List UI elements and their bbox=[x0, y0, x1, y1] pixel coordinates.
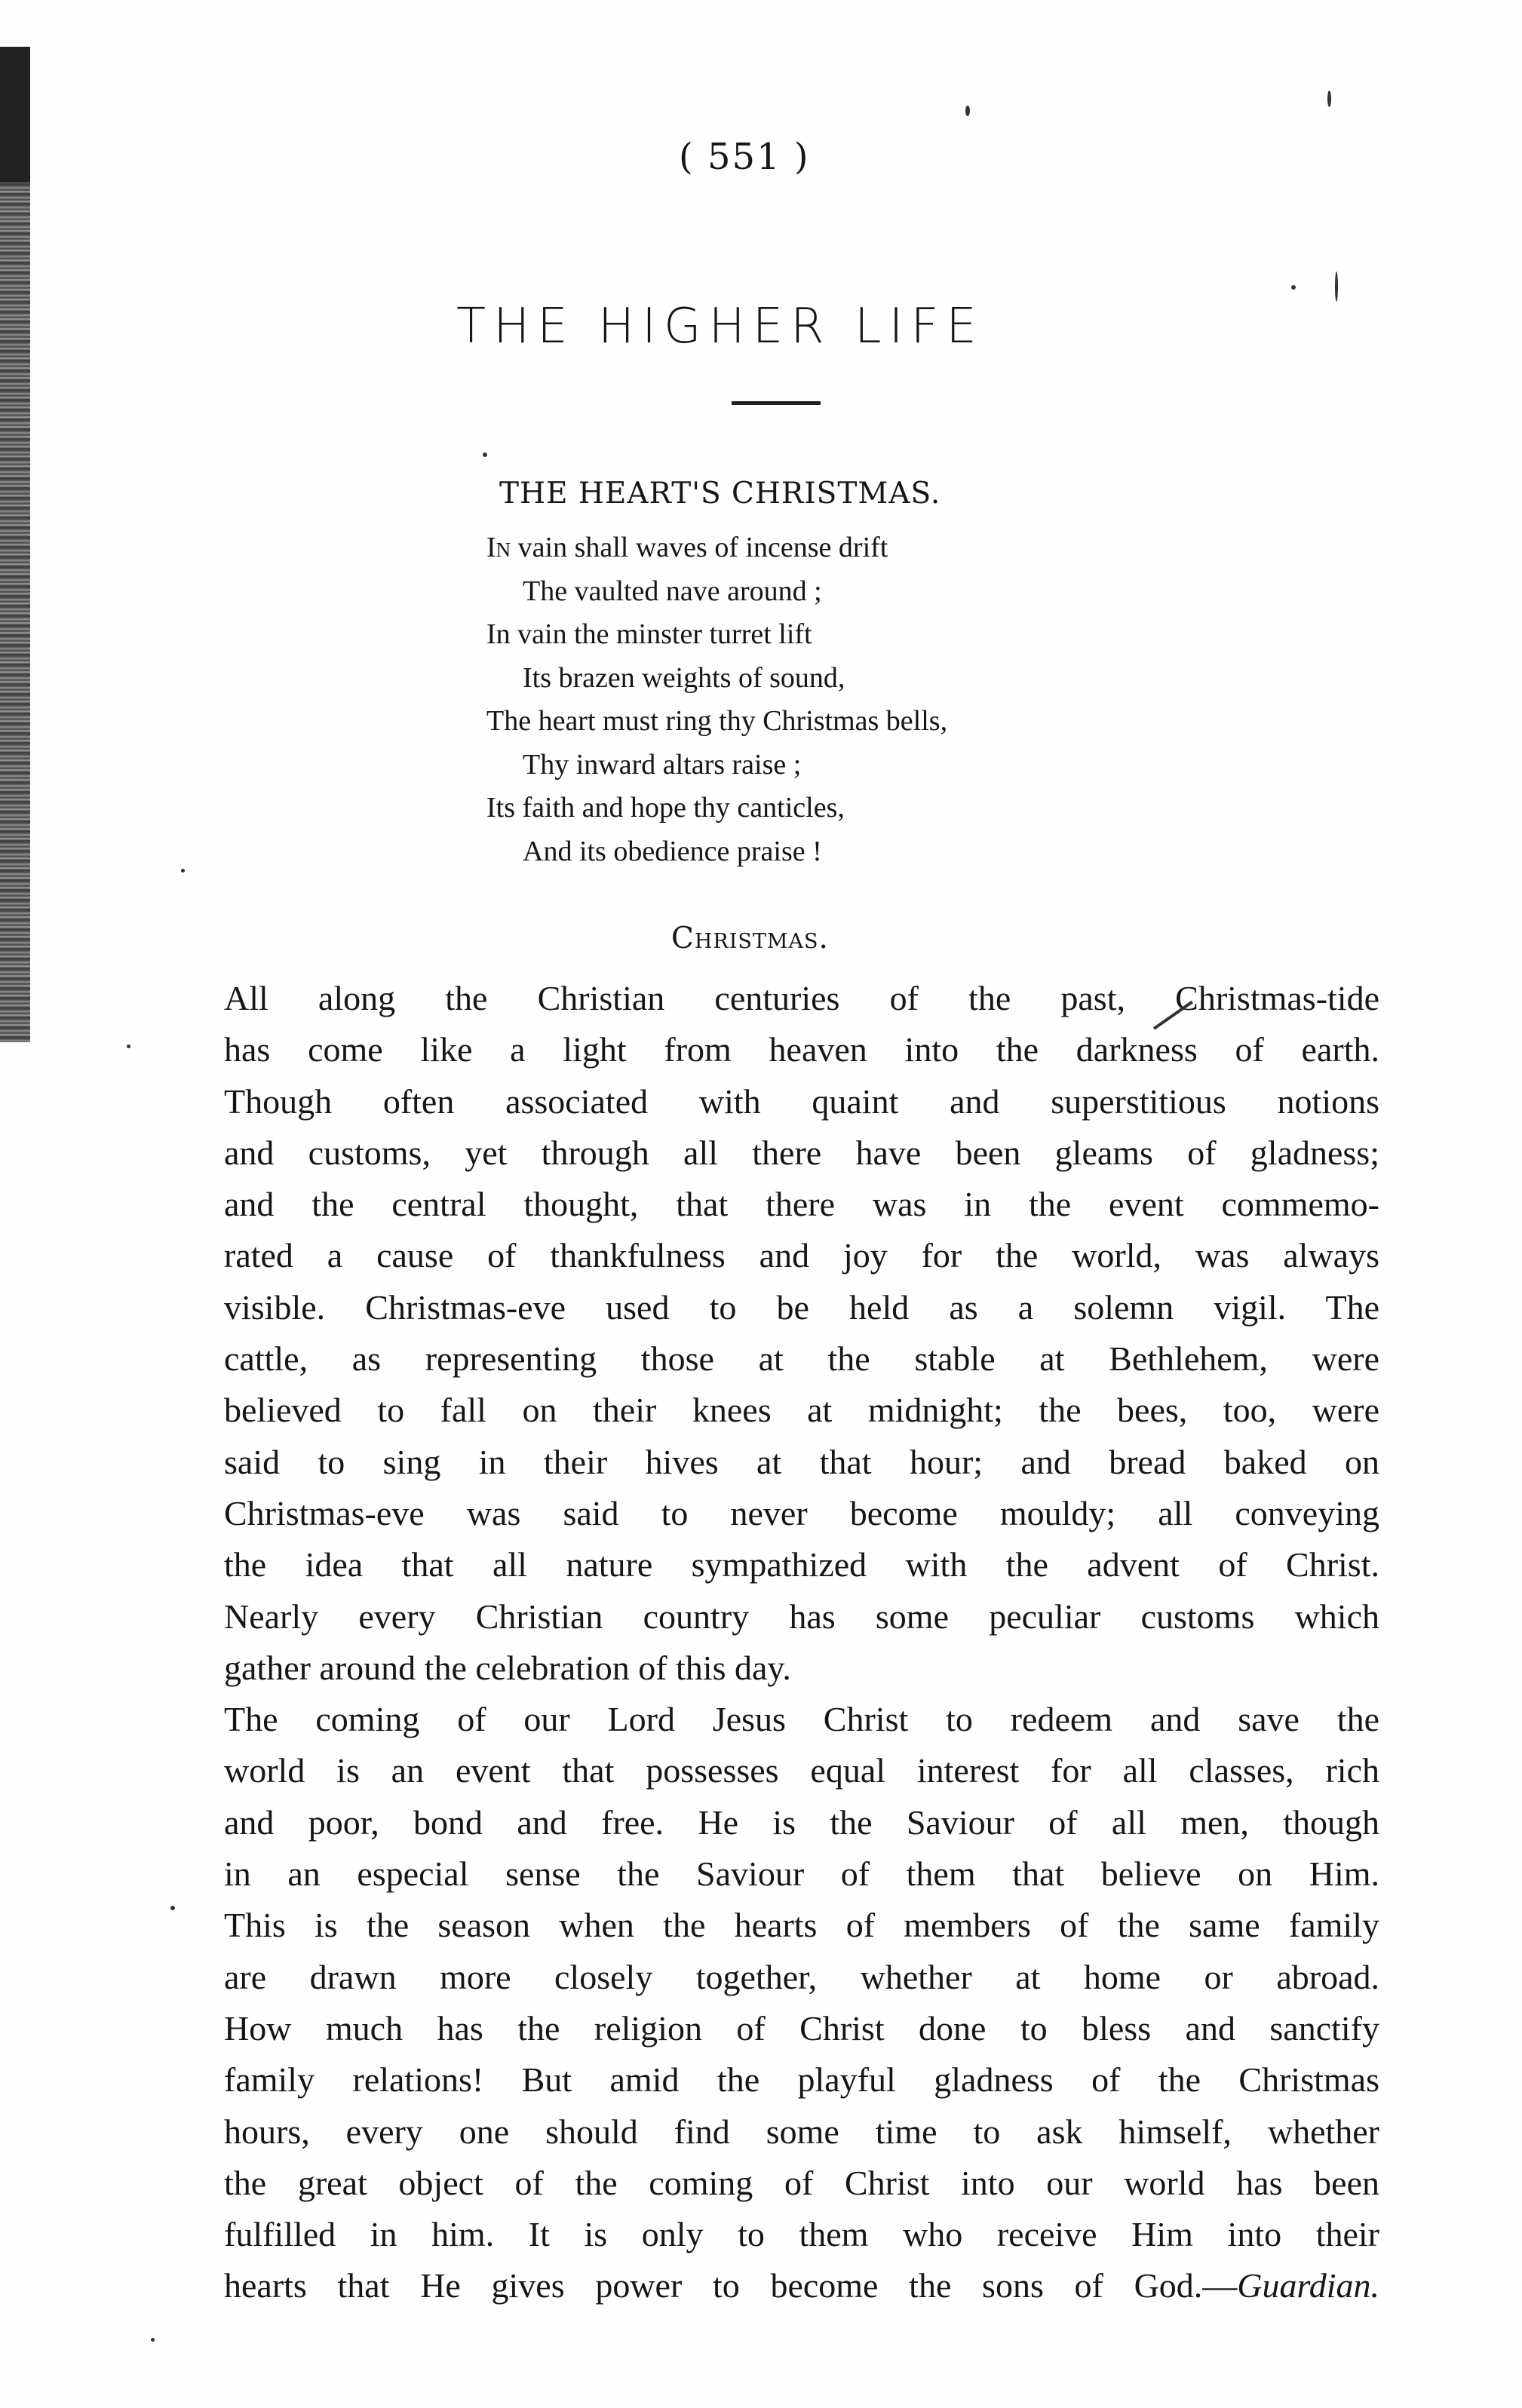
poem-line: Thy inward altars raise ; bbox=[523, 748, 802, 781]
text-line: fulfilled in him. It is only to them who receive Him into their bbox=[224, 2215, 1379, 2254]
text-line: rated a cause of thankfulness and joy for the world, was always bbox=[224, 1236, 1379, 1275]
page-number: ( 551 ) bbox=[679, 136, 810, 178]
text-line: has come like a light from heaven into the darkness of earth. bbox=[224, 1030, 1379, 1069]
text-line: The coming of our Lord Jesus Christ to redeem and save the bbox=[224, 1700, 1379, 1739]
poem-first-word: In bbox=[486, 532, 511, 563]
text-line: and the central thought, that there was in the event commemo- bbox=[224, 1185, 1379, 1224]
text-line: All along the Christian centuries of the past, Christmas-tide bbox=[224, 979, 1379, 1017]
text-line: Though often associated with quaint and superstitious notions bbox=[224, 1081, 1379, 1121]
text-line: are drawn more closely together, whether at home or abroad. bbox=[224, 1957, 1379, 1996]
text-line: the great object of the coming of Christ into our world has been bbox=[224, 2163, 1379, 2202]
poem bbox=[486, 526, 947, 873]
poem-line: In vain the minster turret lift bbox=[486, 618, 812, 650]
ink-speck bbox=[127, 1044, 130, 1048]
text-line: Christmas-eve was said to never become mouldy; all conveying bbox=[224, 1493, 1379, 1532]
text-line: said to sing in their hives at that hour; and bread baked on bbox=[224, 1442, 1379, 1481]
text-line: visible. Christmas-eve used to be held as a solemn vigil. The bbox=[224, 1287, 1379, 1327]
ink-speck bbox=[1291, 285, 1296, 290]
section-title: THE HIGHER LIFE bbox=[456, 299, 984, 354]
text-line bbox=[182, 2260, 1379, 2311]
paragraph-1 bbox=[182, 973, 1379, 1694]
poem-title: THE HEART'S CHRISTMAS. bbox=[499, 477, 941, 511]
last-line-text: hearts that He gives power to become the sons of God.— bbox=[224, 2266, 1238, 2305]
text-line: and poor, bond and free. He is the Saviour of all men, though bbox=[224, 1802, 1379, 1842]
text-line: How much has the religion of Christ done to bless and sanctify bbox=[224, 2008, 1379, 2048]
title-rule bbox=[732, 401, 821, 405]
poem-line: The vaulted nave around ; bbox=[523, 575, 822, 607]
ink-speck bbox=[1327, 90, 1331, 107]
article-heading: Christmas. bbox=[671, 922, 829, 956]
binding-edge bbox=[0, 47, 30, 1042]
poem-line: Its brazen weights of sound, bbox=[523, 661, 845, 694]
ink-speck bbox=[483, 452, 487, 457]
text-line: world is an event that possesses equal interest for all classes, rich bbox=[224, 1751, 1379, 1790]
ink-speck bbox=[1335, 271, 1338, 302]
ink-speck bbox=[170, 1906, 175, 1910]
text-line: Nearly every Christian country has some peculiar customs which bbox=[224, 1597, 1379, 1636]
poem-line bbox=[486, 526, 947, 570]
text-line: in an especial sense the Saviour of them that believe on Him. bbox=[224, 1854, 1379, 1894]
text-line: gather around the celebration of this day. bbox=[224, 1648, 791, 1687]
text-line: family relations! But amid the playful gladness of the Christmas bbox=[224, 2060, 1379, 2100]
poem-line: The heart must ring thy Christmas bells, bbox=[486, 705, 948, 737]
text-line: hours, every one should find some time to ask himself, whether bbox=[224, 2112, 1379, 2151]
article-body bbox=[182, 973, 1379, 2312]
text-line: believed to fall on their knees at midnight; the bees, too, were bbox=[224, 1391, 1379, 1430]
ink-speck bbox=[151, 2338, 155, 2342]
poem-line: And its obedience praise ! bbox=[523, 835, 822, 867]
source-attribution: Guardian. bbox=[1237, 2266, 1379, 2305]
paragraph-2 bbox=[182, 1694, 1379, 2312]
text-line: This is the season when the hearts of members of the same family bbox=[224, 1906, 1379, 1945]
poem-first-line-rest: vain shall waves of incense drift bbox=[511, 532, 888, 563]
ink-speck bbox=[181, 869, 185, 873]
text-line: and customs, yet through all there have been gleams of gladness; bbox=[224, 1133, 1379, 1172]
ink-speck bbox=[965, 106, 970, 116]
poem-line: Its faith and hope thy canticles, bbox=[486, 792, 845, 824]
text-line: cattle, as representing those at the stable at Bethlehem, were bbox=[224, 1339, 1379, 1379]
binding-edge-shadow bbox=[0, 47, 30, 183]
text-line: the idea that all nature sympathized with the advent of Christ. bbox=[224, 1545, 1379, 1584]
